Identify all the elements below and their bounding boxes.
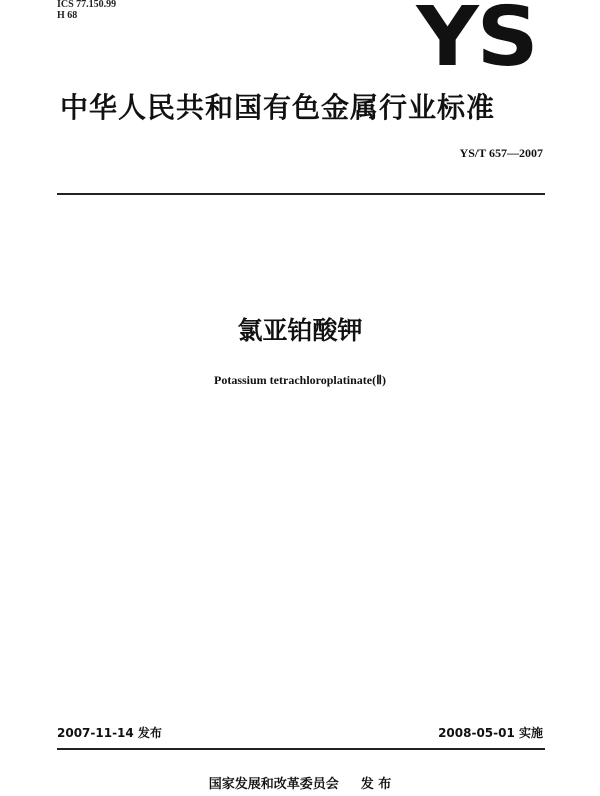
ics-code: ICS 77.150.99 [57, 0, 117, 10]
ys-logo: YS [416, 0, 537, 85]
document-title-en: Potassium tetrachloroplatinate(Ⅱ) [214, 373, 386, 387]
header-divider [57, 193, 545, 195]
publisher-action: 发 布 [360, 777, 392, 792]
document-title-cn: 氯亚铂酸钾 [237, 316, 363, 345]
category-code: H 68 [57, 10, 78, 21]
publisher [0, 777, 600, 793]
standard-number: YS/T 657—2007 [459, 146, 543, 160]
footer-divider [57, 748, 545, 750]
implementation-date: 2008-05-01 实施 [438, 726, 543, 740]
standard-type-heading: 中华人民共和国有色金属行业标准 [60, 91, 496, 124]
issue-date: 2007-11-14 发布 [57, 726, 162, 740]
publisher-name: 国家发展和改革委员会 [208, 777, 339, 792]
